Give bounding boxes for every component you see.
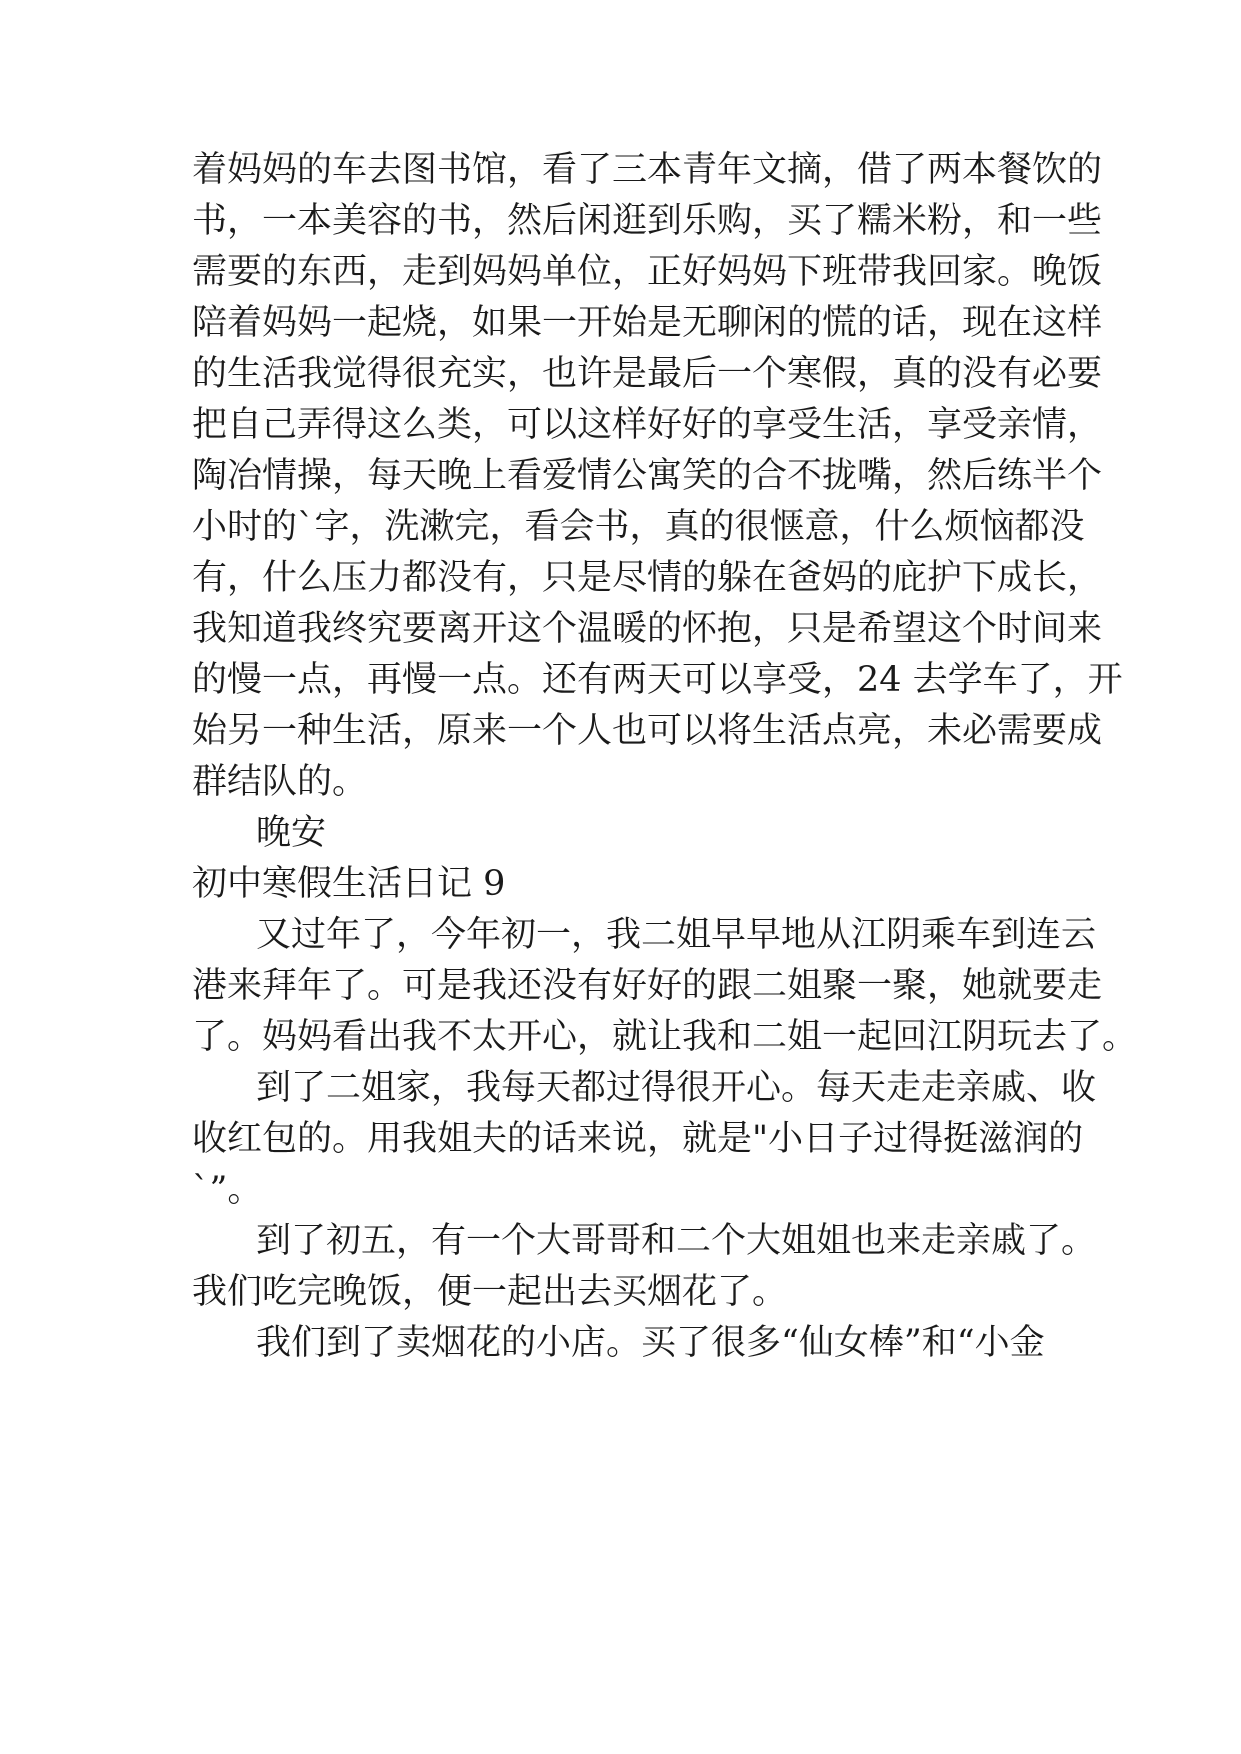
body-line: 我们到了卖烟花的小店。买了很多“仙女棒”和“小金 bbox=[256, 1323, 1045, 1363]
body-line: 陶冶情操，每天晚上看爱情公寓笑的合不拢嘴，然后练半个 bbox=[192, 456, 1103, 496]
body-line: 需要的东西，走到妈妈单位，正好妈妈下班带我回家。晚饭 bbox=[192, 252, 1103, 292]
closing-line: 晚安 bbox=[256, 813, 327, 853]
body-line: 着妈妈的车去图书馆，看了三本青年文摘，借了两本餐饮的 bbox=[192, 150, 1103, 190]
body-line: 收红包的。用我姐夫的话来说，就是"小日子过得挺滋润的 bbox=[192, 1119, 1084, 1159]
body-line: 了。妈妈看出我不太开心，就让我和二姐一起回江阴玩去了。 bbox=[192, 1017, 1138, 1057]
body-line: 书，一本美容的书，然后闲逛到乐购，买了糯米粉，和一些 bbox=[192, 201, 1103, 241]
body-line: 港来拜年了。可是我还没有好好的跟二姐聚一聚，她就要走 bbox=[192, 966, 1103, 1006]
body-line: `”。 bbox=[192, 1170, 263, 1210]
body-line: 有，什么压力都没有，只是尽情的躲在爸妈的庇护下成长， bbox=[192, 558, 1103, 598]
body-line: 的慢一点，再慢一点。还有两天可以享受，24 去学车了，开 bbox=[192, 660, 1123, 700]
body-line: 把自己弄得这么类，可以这样好好的享受生活，享受亲情， bbox=[192, 405, 1103, 445]
body-line: 到了二姐家，我每天都过得很开心。每天走走亲戚、收 bbox=[256, 1068, 1097, 1108]
body-line: 小时的`字，洗漱完，看会书，真的很惬意，什么烦恼都没 bbox=[192, 507, 1085, 547]
body-line: 的生活我觉得很充实，也许是最后一个寒假，真的没有必要 bbox=[192, 354, 1103, 394]
body-line: 始另一种生活，原来一个人也可以将生活点亮，未必需要成 bbox=[192, 711, 1103, 751]
body-line: 陪着妈妈一起烧，如果一开始是无聊闲的慌的话，现在这样 bbox=[192, 303, 1103, 343]
body-line: 又过年了，今年初一，我二姐早早地从江阴乘车到连云 bbox=[256, 915, 1097, 955]
body-line: 我们吃完晚饭，便一起出去买烟花了。 bbox=[192, 1272, 788, 1312]
body-line: 到了初五，有一个大哥哥和二个大姐姐也来走亲戚了。 bbox=[256, 1221, 1097, 1261]
body-line: 我知道我终究要离开这个温暖的怀抱，只是希望这个时间来 bbox=[192, 609, 1103, 649]
section-heading: 初中寒假生活日记 9 bbox=[192, 864, 506, 904]
body-line: 群结队的。 bbox=[192, 762, 368, 802]
